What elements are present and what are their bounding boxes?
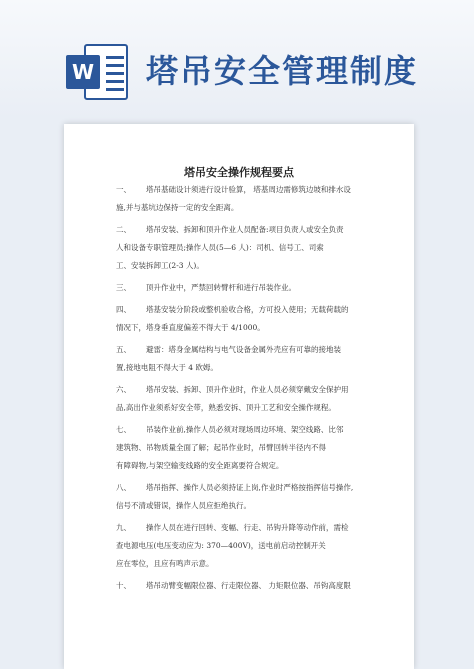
item-line: 塔基安装分阶段或整机验收合格，方可投入使用；无载荷载的 [146,305,349,314]
item-line: 塔吊安装、拆卸、顶升作业时，作业人员必须穿戴安全保护用 [146,385,349,394]
item-line: 施,并与基坑边保持一定的安全距离。 [116,203,239,212]
item-line: 塔吊动臂变幅限位器、行走限位器、 力矩限位器、吊钩高度限 [146,581,351,590]
item-number: 四、 [116,305,131,314]
item-number: 七、 [116,425,131,434]
item-line: 应在零位，且应有鸣声示意。 [116,559,214,568]
item-line: 避雷：塔身金属结构与电气设备金属外壳应有可靠的接地装 [146,345,341,354]
banner-title: 塔吊安全管理制度 [146,52,419,90]
item-number: 五、 [116,345,131,354]
item-number: 三、 [116,283,131,292]
item-line: 情况下，塔身垂直度偏差不得大于 4/1000。 [116,323,265,332]
banner [0,0,474,118]
item-number: 一、 [116,185,131,194]
document-page [64,124,414,669]
item-line: 置,接地电阻不得大于 4 欧姆。 [116,363,218,372]
item-number: 十、 [116,581,131,590]
item-number: 二、 [116,225,131,234]
item-line: 品,高出作业须系好安全带，熟悉安拆、顶升工艺和安全操作规程。 [116,403,336,412]
document-heading: 塔吊安全操作规程要点 [184,166,294,179]
item-line: 塔吊指挥、操作人员必须持证上岗,作业时严格按指挥信号操作, [146,483,354,492]
item-number: 八、 [116,483,131,492]
item-line: 工、安装拆卸工(2-3 人)。 [116,261,204,270]
item-line: 信号不清或错误，操作人员应拒绝执行。 [116,501,251,510]
item-line: 吊装作业前,操作人员必须对现场周边环境、架空线路、比邻 [146,425,344,434]
item-line: 塔吊安装、拆卸和顶升作业人员配备:项目负责人或安全负责 [146,225,344,234]
item-line: 有障碍物,与架空输变线路的安全距离要符合规定。 [116,461,284,470]
item-line: 人和设备专职管理员;操作人员(5—6 人)：司机、信号工、司索 [116,243,324,252]
word-icon [66,44,128,100]
item-number: 九、 [116,523,131,532]
word-letter: W [66,55,100,89]
item-line: 建筑物、吊物质量全面了解；起吊作业时，吊臂回转半径内不得 [116,443,326,452]
item-line: 查电源电压(电压变动应为: 370—400V)，送电前启动控制开关 [116,541,326,550]
item-line: 塔吊基础设计须进行设计验算， 塔基周边需修筑边坡和排水设 [146,185,351,194]
item-line: 顶升作业中，严禁回转臂杆和进行吊装作业。 [146,283,296,292]
item-line: 操作人员在进行回转、变幅、行走、吊钩升降等动作前，需检 [146,523,349,532]
item-number: 六、 [116,385,131,394]
